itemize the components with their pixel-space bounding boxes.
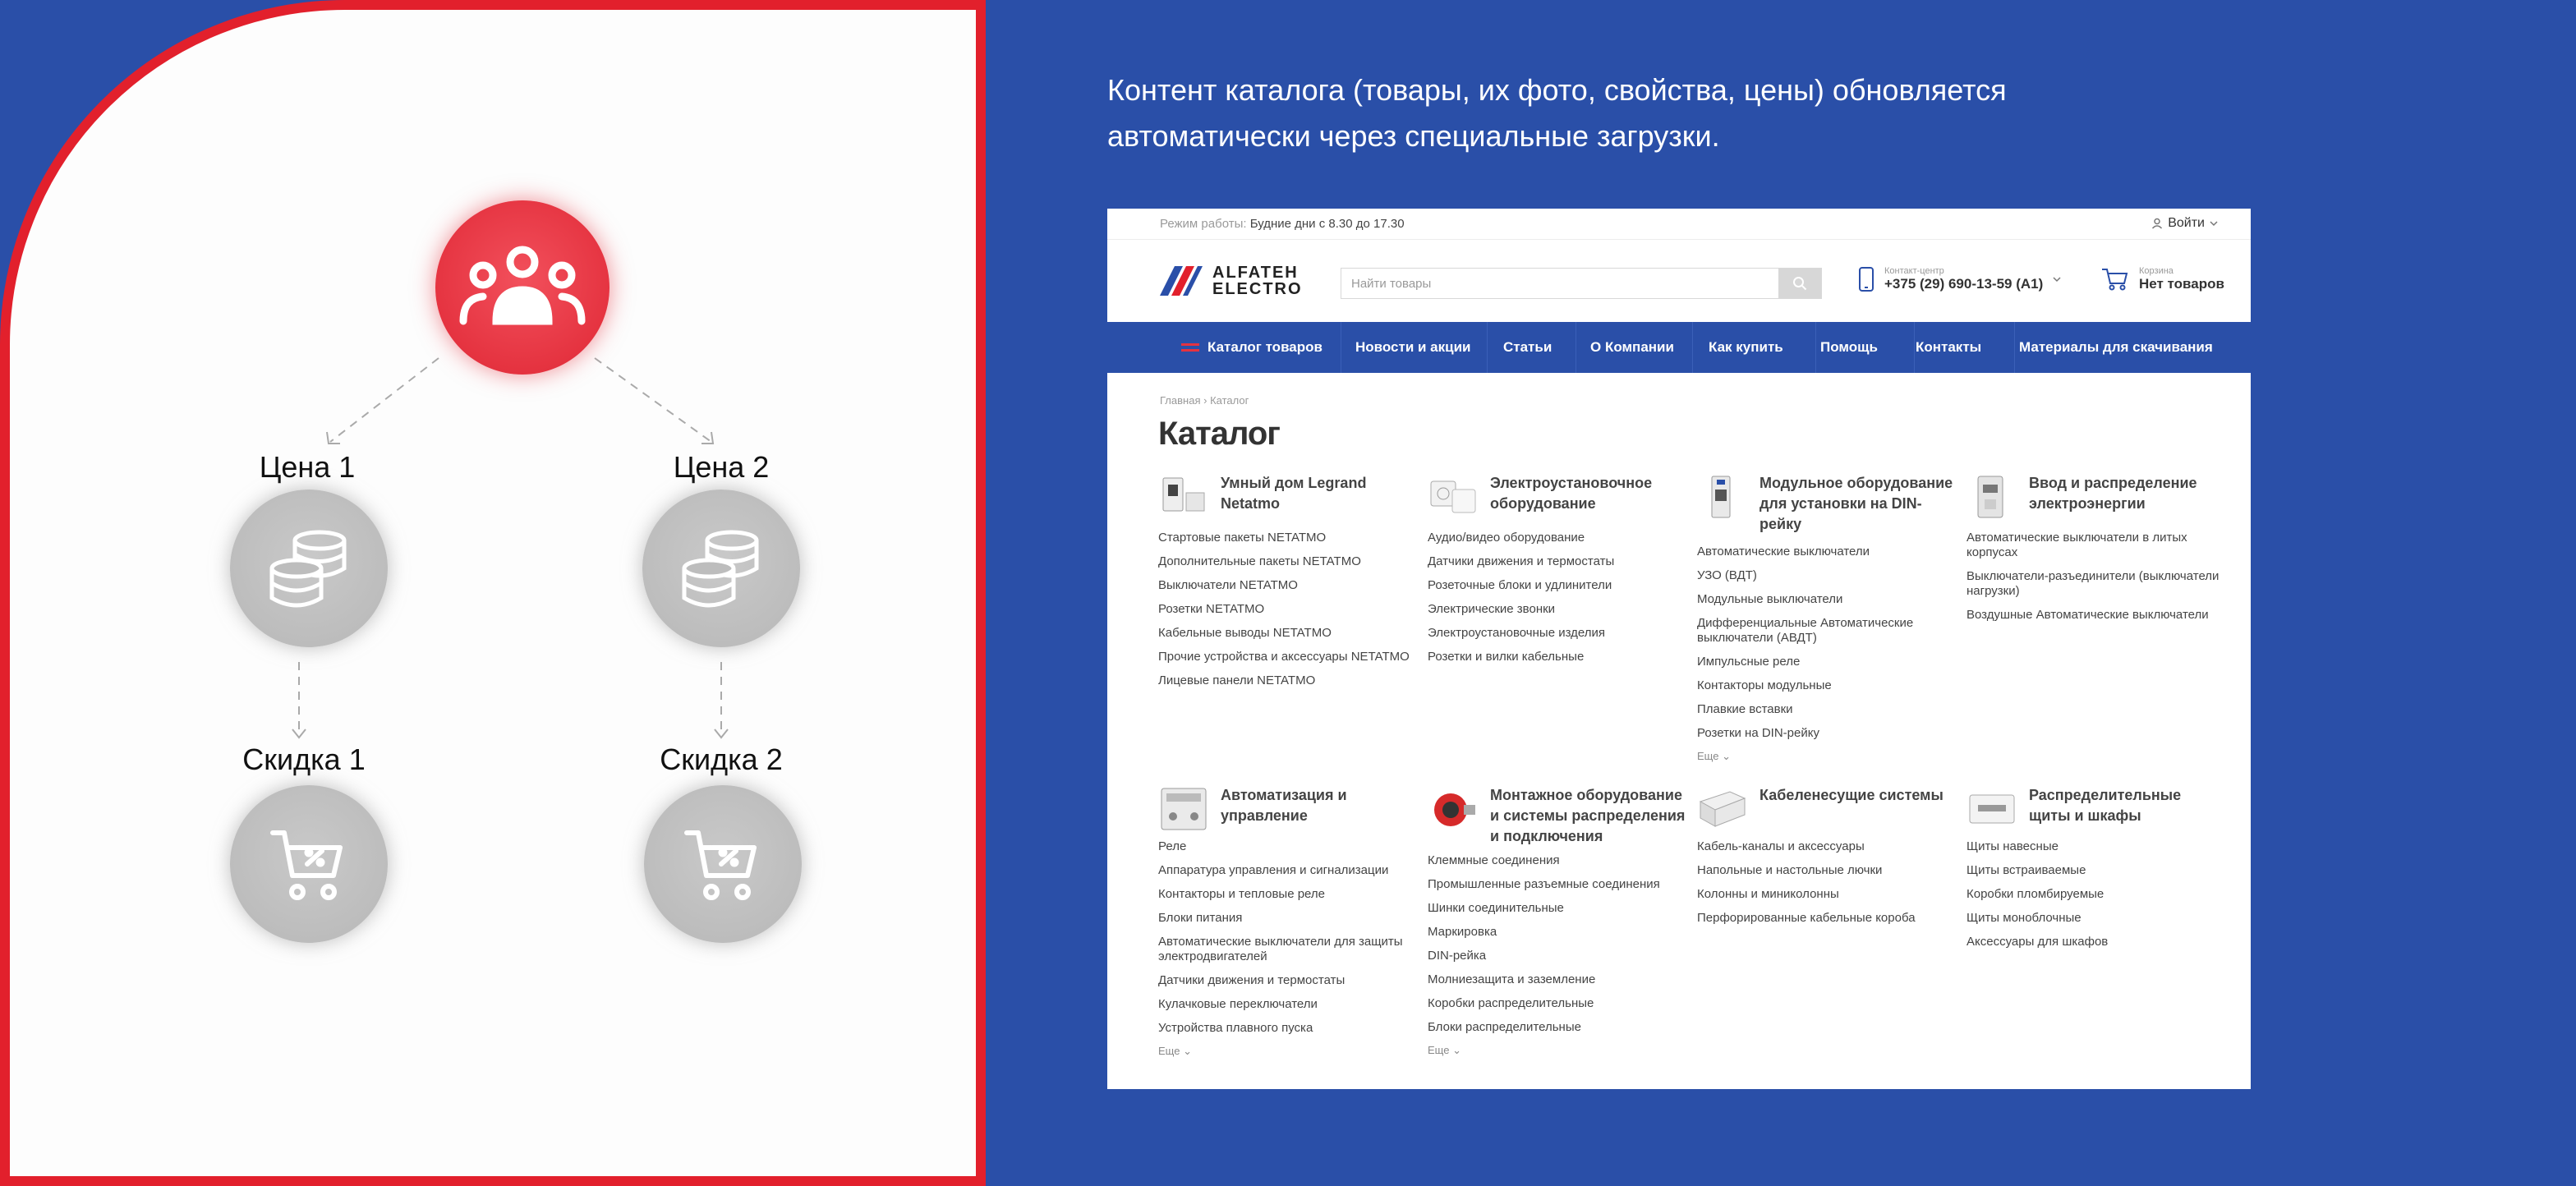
discount-1-node xyxy=(230,785,388,943)
category-title[interactable]: Умный дом Legrand Netatmo xyxy=(1221,475,1367,512)
chevron-down-icon xyxy=(2053,276,2061,283)
breadcrumb-separator: › xyxy=(1203,394,1208,407)
nav-divider xyxy=(2014,322,2015,373)
arrow-head-discount-1 xyxy=(292,729,306,738)
headline: Контент каталога (товары, их фото, свойства, цены) обновляется автоматически через специальные загрузки. xyxy=(1107,73,2007,153)
working-hours xyxy=(1160,217,1405,231)
category-link[interactable]: Аппаратура управления и сигнализации xyxy=(1158,863,1389,877)
category-title[interactable]: Распределительные щиты и шкафы xyxy=(2029,787,2182,824)
phone-caption: Контакт-центр xyxy=(1884,266,1944,276)
show-more-label: Еще xyxy=(1697,750,1719,762)
category-link[interactable]: Коробки пломбируемые xyxy=(1966,887,2104,901)
cabinet-product-image xyxy=(1966,785,2017,833)
nav-downloads[interactable]: Материалы для скачивания xyxy=(2019,339,2213,355)
nav-about[interactable]: О Компании xyxy=(1590,339,1674,355)
breadcrumb xyxy=(1160,394,1249,407)
category-link[interactable]: Перфорированные кабельные короба xyxy=(1697,911,1916,925)
category-automation xyxy=(1158,785,1418,1058)
nav-divider xyxy=(1487,322,1488,373)
show-more-label: Еще xyxy=(1158,1045,1180,1057)
category-link[interactable]: Промышленные разъемные соединения xyxy=(1428,877,1660,891)
category-link[interactable]: УЗО (ВДТ) xyxy=(1697,568,1757,582)
search-field[interactable] xyxy=(1341,268,1822,299)
category-installation-equipment xyxy=(1428,473,1687,673)
chevron-down-icon xyxy=(2210,220,2218,227)
category-title[interactable]: Кабеленесущие системы xyxy=(1760,787,1944,803)
mounting-product-image xyxy=(1428,785,1479,833)
category-link[interactable]: Блоки распределительные xyxy=(1428,1020,1581,1034)
users-group-icon xyxy=(457,242,588,333)
category-link[interactable]: Выключатели NETATMO xyxy=(1158,578,1298,592)
category-link[interactable]: Колонны и миниколонны xyxy=(1697,887,1839,901)
breadcrumb-current: Каталог xyxy=(1210,394,1249,407)
category-link[interactable]: Щиты моноблочные xyxy=(1966,911,2082,925)
category-link[interactable]: Маркировка xyxy=(1428,925,1497,939)
category-link[interactable]: Дифференциальные Автоматические выключатели (АВДТ) xyxy=(1697,616,1914,645)
category-link[interactable]: Розетки и вилки кабельные xyxy=(1428,650,1585,664)
installation-product-image xyxy=(1428,473,1479,521)
category-title[interactable]: Ввод и распределение электроэнергии xyxy=(2029,475,2197,512)
user-icon xyxy=(2151,218,2163,229)
nav-help[interactable]: Помощь xyxy=(1820,339,1878,355)
category-link[interactable]: Воздушные Автоматические выключатели xyxy=(1966,608,2209,622)
cart-value: Нет товаров xyxy=(2139,276,2224,292)
category-link[interactable]: Контакторы модульные xyxy=(1697,678,1832,692)
category-link[interactable]: Блоки питания xyxy=(1158,911,1243,925)
category-link[interactable]: Розеточные блоки и удлинители xyxy=(1428,578,1612,592)
logo-line-2: ELECTRO xyxy=(1212,280,1303,298)
cart-caption: Корзина xyxy=(2139,266,2174,276)
main-nav xyxy=(1107,322,2251,373)
database-icon xyxy=(264,526,354,611)
connector-to-price-2 xyxy=(595,358,711,442)
category-mounting-equipment xyxy=(1428,785,1687,1057)
price-1-node xyxy=(230,490,388,647)
phone-number: +375 (29) 690-13-59 (A1) xyxy=(1884,276,2044,292)
category-link[interactable]: DIN-рейка xyxy=(1428,949,1487,963)
search-button[interactable] xyxy=(1778,269,1821,298)
chevron-down-icon: ⌄ xyxy=(1452,1044,1461,1056)
category-power-distribution xyxy=(1966,473,2226,632)
category-link[interactable]: Электроустановочные изделия xyxy=(1428,626,1605,640)
nav-divider xyxy=(1914,322,1915,373)
users-node xyxy=(435,200,610,375)
alfateh-logo-icon xyxy=(1158,264,1204,297)
contact-center[interactable] xyxy=(1858,266,2061,292)
automation-product-image xyxy=(1158,785,1209,833)
category-link[interactable]: Кулачковые переключатели xyxy=(1158,997,1318,1011)
category-link[interactable]: Датчики движения и термостаты xyxy=(1158,973,1346,987)
price-1-label: Цена 1 xyxy=(259,450,356,484)
login-button[interactable] xyxy=(2151,216,2218,231)
category-title[interactable]: Монтажное оборудование и системы распределения и подключения xyxy=(1490,787,1686,844)
category-link[interactable]: Розетки NETATMO xyxy=(1158,602,1265,616)
connector-to-price-1 xyxy=(330,358,439,442)
search-placeholder: Найти товары xyxy=(1351,277,1432,291)
nav-how-to-buy[interactable]: Как купить xyxy=(1709,339,1783,355)
page-title: Каталог xyxy=(1158,416,1280,452)
category-link[interactable]: Клеммные соединения xyxy=(1428,853,1560,867)
category-link[interactable]: Прочие устройства и аксессуары NETATMO xyxy=(1158,650,1410,664)
nav-divider xyxy=(1815,322,1816,373)
cart-icon xyxy=(2101,267,2129,292)
category-link[interactable]: Автоматические выключатели xyxy=(1697,545,1870,559)
chevron-down-icon: ⌄ xyxy=(1183,1045,1192,1057)
category-link[interactable]: Автоматические выключатели в литых корпусах xyxy=(1966,531,2187,559)
site-header xyxy=(1107,240,2251,324)
category-link[interactable]: Дополнительные пакеты NETATMO xyxy=(1158,554,1361,568)
category-link[interactable]: Кабельные выводы NETATMO xyxy=(1158,626,1332,640)
left-panel xyxy=(0,0,986,1186)
discount-cart-icon xyxy=(682,823,764,905)
category-link[interactable]: Коробки распределительные xyxy=(1428,996,1594,1010)
category-modular-equipment xyxy=(1697,473,1957,763)
category-link[interactable]: Аксессуары для шкафов xyxy=(1966,935,2109,949)
logo-line-1: ALFATEH xyxy=(1212,264,1299,282)
category-link[interactable]: Молниезащита и заземление xyxy=(1428,972,1596,986)
modular-product-image xyxy=(1697,473,1748,521)
arrow-head-discount-2 xyxy=(715,729,728,738)
show-more-button[interactable] xyxy=(1158,1045,1418,1058)
nav-articles[interactable]: Статьи xyxy=(1503,339,1552,355)
nav-catalog[interactable] xyxy=(1181,322,1322,373)
category-link[interactable]: Щиты встраиваемые xyxy=(1966,863,2086,877)
category-link[interactable]: Стартовые пакеты NETATMO xyxy=(1158,531,1327,545)
arrow-head-price-2 xyxy=(702,432,713,444)
nav-catalog-label: Каталог товаров xyxy=(1208,339,1322,355)
search-icon xyxy=(1792,276,1807,291)
breadcrumb-home[interactable]: Главная xyxy=(1160,394,1201,407)
discount-cart-icon xyxy=(268,823,350,905)
show-more-button[interactable] xyxy=(1697,750,1957,763)
category-smart-home xyxy=(1158,473,1418,697)
category-link[interactable]: Щиты навесные xyxy=(1966,839,2058,853)
website-screenshot xyxy=(1107,209,2251,1089)
hours-value: Будние дни с 8.30 до 17.30 xyxy=(1249,217,1405,231)
login-label: Войти xyxy=(2168,216,2205,230)
cart[interactable] xyxy=(2101,266,2224,292)
price-2-label: Цена 2 xyxy=(673,450,770,484)
category-link[interactable]: Плавкие вставки xyxy=(1697,702,1793,716)
hours-label: Режим работы: xyxy=(1160,217,1247,231)
top-bar xyxy=(1107,209,2251,240)
category-title[interactable]: Автоматизация и управление xyxy=(1221,787,1347,824)
category-link[interactable]: Выключатели-разъединители (выключатели нагрузки) xyxy=(1966,569,2220,598)
menu-burger-icon xyxy=(1181,343,1199,352)
show-more-label: Еще xyxy=(1428,1044,1450,1056)
site-logo[interactable] xyxy=(1158,264,1303,297)
nav-news[interactable]: Новости и акции xyxy=(1355,339,1471,355)
pricing-diagram xyxy=(0,0,986,1186)
category-link[interactable]: Датчики движения и термостаты xyxy=(1428,554,1615,568)
category-link[interactable]: Розетки на DIN-рейку xyxy=(1697,726,1819,740)
price-2-node xyxy=(642,490,800,647)
cable-system-product-image xyxy=(1697,785,1748,833)
category-link[interactable]: Автоматические выключатели для защиты электродвигателей xyxy=(1158,935,1403,963)
category-link[interactable]: Напольные и настольные лючки xyxy=(1697,863,1883,877)
category-link[interactable]: Импульсные реле xyxy=(1697,655,1801,669)
category-cable-systems xyxy=(1697,785,1957,935)
discount-2-node xyxy=(644,785,802,943)
category-link[interactable]: Шинки соединительные xyxy=(1428,901,1564,915)
database-icon xyxy=(676,526,766,611)
category-link[interactable]: Аудио/видео оборудование xyxy=(1428,531,1585,545)
category-link[interactable]: Модульные выключатели xyxy=(1697,592,1843,606)
diagram-connectors xyxy=(0,0,986,1186)
category-title[interactable]: Электроустановочное оборудование xyxy=(1490,475,1653,512)
category-link[interactable]: Кабель-каналы и аксессуары xyxy=(1697,839,1865,853)
show-more-button[interactable] xyxy=(1428,1044,1687,1057)
category-distribution-cabinets xyxy=(1966,785,2226,958)
nav-divider xyxy=(1692,322,1693,373)
category-link[interactable]: Контакторы и тепловые реле xyxy=(1158,887,1325,901)
smart-home-product-image xyxy=(1158,473,1209,521)
distribution-product-image xyxy=(1966,473,2017,521)
category-link[interactable]: Реле xyxy=(1158,839,1187,853)
category-link[interactable]: Лицевые панели NETATMO xyxy=(1158,673,1316,687)
mobile-phone-icon xyxy=(1858,266,1874,292)
category-link[interactable]: Устройства плавного пуска xyxy=(1158,1021,1313,1035)
discount-1-label: Скидка 1 xyxy=(242,742,366,776)
arrow-head-price-1 xyxy=(327,432,340,444)
discount-2-label: Скидка 2 xyxy=(660,742,783,776)
category-link[interactable]: Электрические звонки xyxy=(1428,602,1556,616)
nav-contacts[interactable]: Контакты xyxy=(1916,339,1982,355)
category-title[interactable]: Модульное оборудование для установки на DIN-рейку xyxy=(1760,475,1953,532)
chevron-down-icon: ⌄ xyxy=(1722,750,1731,762)
